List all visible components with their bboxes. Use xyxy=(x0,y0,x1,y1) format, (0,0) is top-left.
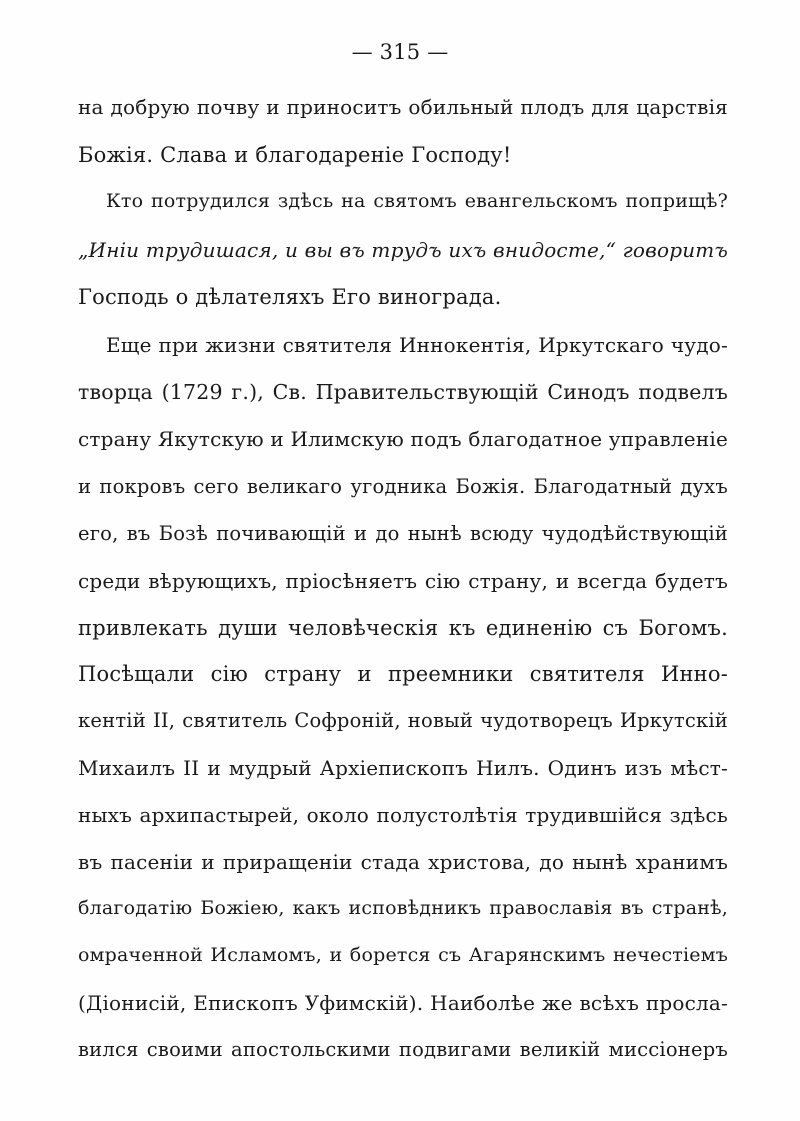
text-line: творца (1729 г.), Св. Правительствующій Синодъ подвелъ xyxy=(78,380,728,404)
text-line: Михаилъ II и мудрый Архіепископъ Нилъ. Одинъ изъ мѣст- xyxy=(78,756,728,780)
text-line: Еще при жизни святителя Иннокентія, Иркутскаго чудо- xyxy=(106,333,728,357)
text-line: привлекать души человѣческія къ единенію съ Богомъ. xyxy=(78,616,728,640)
text-line: кентій II, святитель Софроній, новый чудотворецъ Иркутскій xyxy=(78,709,728,732)
text-line: ныхъ архипастырей, около полустолѣтія трудившійся здѣсь xyxy=(78,803,728,827)
text-line: на добрую почву и приноситъ обильный плодъ для царствія xyxy=(78,95,728,119)
text-line: и покровъ сего великаго угодника Божія. Благодатный духъ xyxy=(78,475,728,498)
page-number: — 315 — xyxy=(351,40,449,64)
text-line-quote: „Иніи трудишася, и вы въ трудъ ихъ внидосте,“ говоритъ xyxy=(78,238,728,262)
text-line: Божія. Слава и благодареніе Господу! xyxy=(78,143,512,167)
text-line: среди вѣрующихъ, пріосѣняетъ сію страну, и всегда будетъ xyxy=(78,569,728,593)
text-line: страну Якутскую и Илимскую подъ благодатное управленіе xyxy=(78,427,728,451)
text-line: въ пасеніи и приращеніи стада христова, до нынѣ хранимъ xyxy=(78,850,728,874)
text-line: его, въ Бозѣ почивающій и до нынѣ всюду чудодѣйствующій xyxy=(78,522,728,545)
text-line: Кто потрудился здѣсь на святомъ евангельскомъ поприщѣ? xyxy=(106,190,728,212)
text-line: Господь о дѣлателяхъ Его винограда. xyxy=(78,285,502,309)
text-line: омраченной Исламомъ, и борется съ Агарянскимъ нечестіемъ xyxy=(78,944,728,966)
text-line: вился своими апостольскими подвигами великій миссіонеръ xyxy=(78,1038,728,1061)
text-line: Посѣщали сію страну и преемники святителя Инно- xyxy=(78,662,728,686)
text-line: благодатію Божіею, какъ исповѣдникъ православія въ странѣ, xyxy=(78,897,728,919)
text-line: (Діонисій, Епископъ Уфимскій). Наиболѣе же всѣхъ просла- xyxy=(78,991,728,1015)
